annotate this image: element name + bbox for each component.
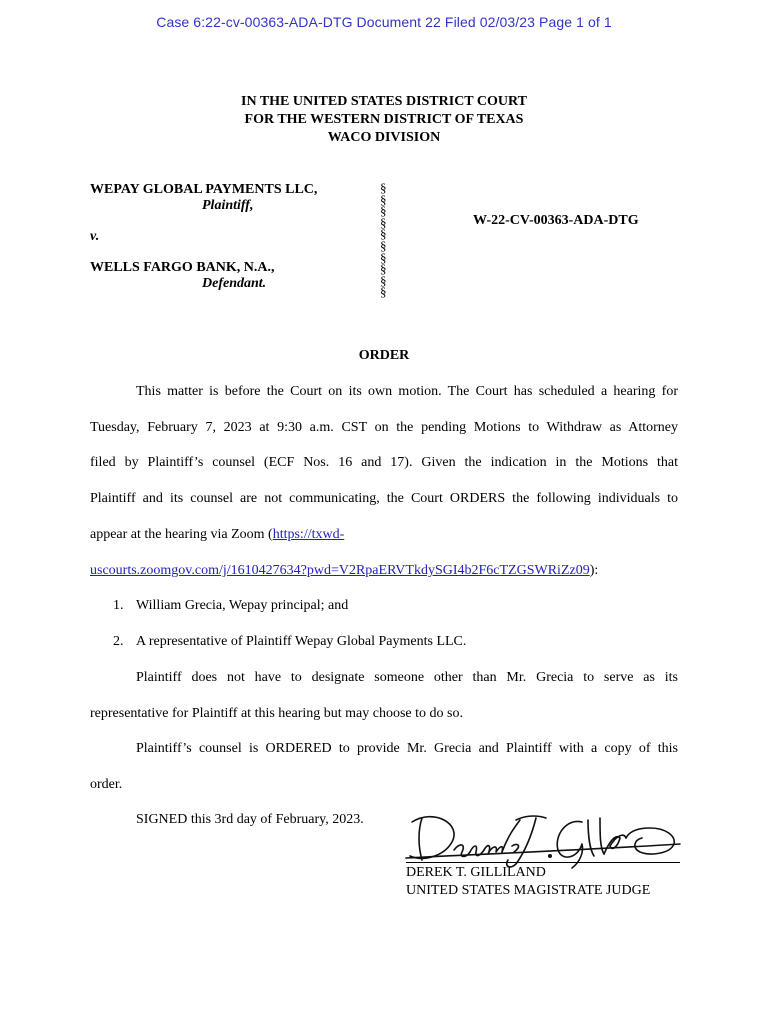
para1-line5 xyxy=(90,527,344,543)
para3-line2: order. xyxy=(90,777,123,792)
signature-line xyxy=(406,862,680,863)
court-name: IN THE UNITED STATES DISTRICT COURT xyxy=(241,94,527,109)
para1-line5-text: appear at the hearing via Zoom ( xyxy=(90,527,273,542)
defendant-role: Defendant. xyxy=(202,276,267,291)
list-item-1-text: William Grecia, Wepay principal; and xyxy=(136,598,349,613)
list-item-2-number: 2. xyxy=(113,634,124,649)
plaintiff-role: Plaintiff, xyxy=(202,198,254,213)
versus: v. xyxy=(90,229,100,244)
para2-line1: Plaintiff does not have to designate someone other than Mr. Grecia to serve as its xyxy=(136,670,678,685)
judge-title: UNITED STATES MAGISTRATE JUDGE xyxy=(406,883,651,898)
para1-line2: Tuesday, February 7, 2023 at 9:30 a.m. CST on the pending Motions to Withdraw as Attorney xyxy=(90,420,678,435)
section-marks: § § § § § § § § § § xyxy=(380,180,387,300)
link-tail: ): xyxy=(589,563,599,578)
para1-line1: This matter is before the Court on its own motion. The Court has scheduled a hearing for xyxy=(136,384,678,399)
case-header: Case 6:22-cv-00363-ADA-DTG Document 22 Filed 02/03/23 Page 1 of 1 xyxy=(156,14,612,30)
order-title: ORDER xyxy=(358,348,410,363)
case-number: W-22-CV-00363-ADA-DTG xyxy=(473,213,639,228)
para1-line4: Plaintiff and its counsel are not communicating, the Court ORDERS the following individuals to xyxy=(90,491,678,506)
judge-name: DEREK T. GILLILAND xyxy=(406,865,546,880)
para3-line1: Plaintiff’s counsel is ORDERED to provide Mr. Grecia and Plaintiff with a copy of this xyxy=(136,741,678,756)
zoom-link-part1[interactable]: https://txwd- xyxy=(272,527,345,542)
plaintiff-name: WEPAY GLOBAL PAYMENTS LLC, xyxy=(90,182,318,197)
court-district: FOR THE WESTERN DISTRICT OF TEXAS xyxy=(244,112,524,127)
defendant-name: WELLS FARGO BANK, N.A., xyxy=(90,260,275,275)
list-item-2-text: A representative of Plaintiff Wepay Global Payments LLC. xyxy=(136,634,467,649)
signed-date: SIGNED this 3rd day of February, 2023. xyxy=(136,812,364,827)
court-division: WACO DIVISION xyxy=(327,130,441,145)
para2-line2: representative for Plaintiff at this hearing but may choose to do so. xyxy=(90,706,463,721)
zoom-link-part2[interactable]: uscourts.zoomgov.com/j/1610427634?pwd=V2RpaERVTkdySGI4b2F6cTZGSWRiZz09 xyxy=(90,563,590,578)
list-item-1-number: 1. xyxy=(113,598,124,613)
para1-line6 xyxy=(90,563,598,579)
para1-line3: filed by Plaintiff’s counsel (ECF Nos. 16 and 17). Given the indication in the Motions that xyxy=(90,455,678,470)
